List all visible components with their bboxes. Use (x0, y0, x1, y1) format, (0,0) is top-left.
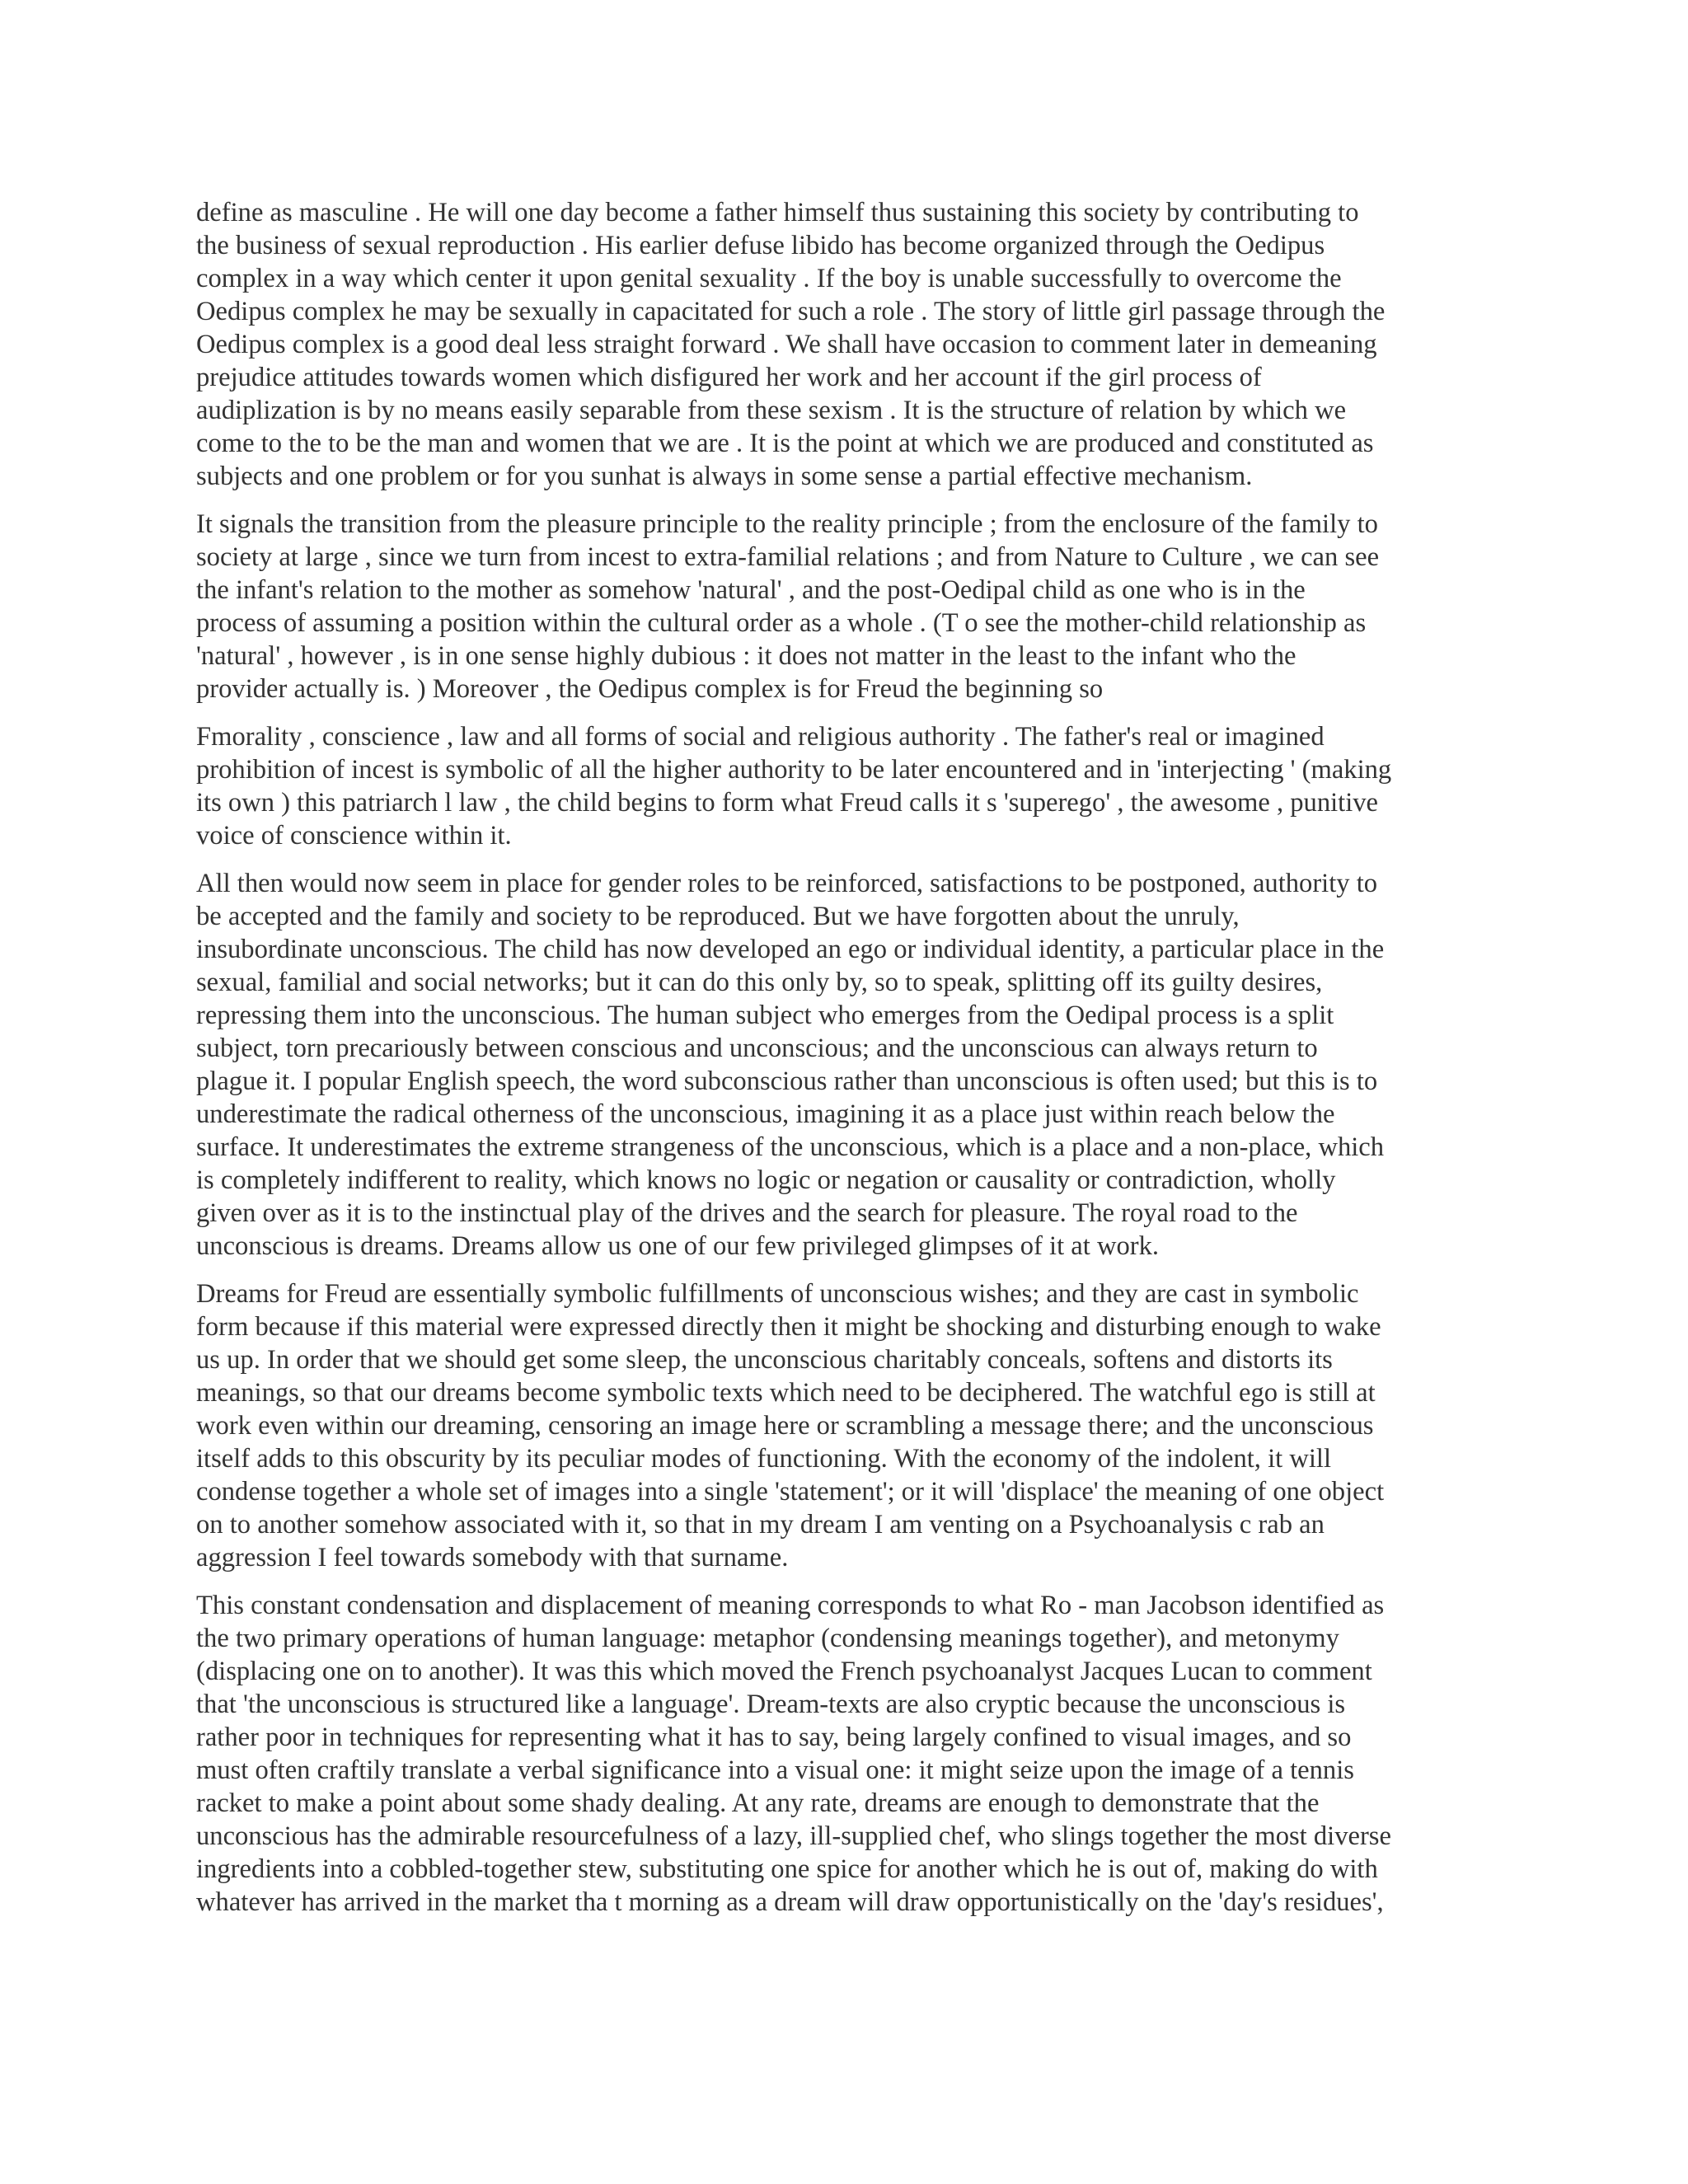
document-page (196, 196, 1492, 1933)
paragraph-2: It signals the transition from the pleasure principle to the reality principle ; from the enclosure of the family to society at large , since we turn from incest to extra-familial relations ; and from Nature to Culture , we can see the infant's relation to the mother as somehow 'natural' , and the post-Oedipal child as one who is in the process of assuming a position within the cultural order as a whole . (T o see the mother-child relationship as 'natural' , however , is in one sense highly dubious : it does not matter in the least to the infant who the provider actually is. ) Moreover , the Oedipus complex is for Freud the beginning so (196, 509, 1380, 704)
paragraph-3: Fmorality , conscience , law and all forms of social and religious authority . The father's real or imagined prohibition of incest is symbolic of all the higher authority to be later encountered and in 'interjecting ' (making its own ) this patriarch l law , the child begins to form what Freud calls it s 'superego' , the awesome , punitive voice of conscience within it. (196, 722, 1392, 851)
paragraph-1: define as masculine . He will one day become a father himself thus sustaining this society by contributing to the business of sexual reproduction . His earlier defuse libido has become organized through the Oedipus complex in a way which center it upon genital sexuality . If the boy is unable successfully to overcome the Oedipus complex he may be sexually in capacitated for such a role . The story of little girl passage through the Oedipus complex is a good deal less straight forward . We shall have occasion to comment later in demeaning prejudice attitudes towards women which disfigured her work and her account if the girl process of audiplization is by no means easily separable from these sexism . It is the structure of relation by which we come to the to be the man and women that we are . It is the point at which we are produced and constituted as subjects and one problem or for you sunhat is always in some sense a partial effective mechanism. (196, 198, 1386, 491)
paragraph-5: Dreams for Freud are essentially symbolic fulfillments of unconscious wishes; and they are cast in symbolic form because if this material were expressed directly then it might be shocking and disturbing enough to wake us up. In order that we should get some sleep, the unconscious charitably conceals, softens and distorts its meanings, so that our dreams become symbolic texts which need to be deciphered. The watchful ego is still at work even within our dreaming, censoring an image here or scrambling a message there; and the unconscious itself adds to this obscurity by its peculiar modes of functioning. With the economy of the indolent, it will condense together a whole set of images into a single 'statement'; or it will 'displace' the meaning of one object on to another somehow associated with it, so that in my dream I am venting on a Psychoanalysis c rab an aggression I feel towards somebody with that surname. (196, 1279, 1385, 1572)
paragraph-6: This constant condensation and displacement of meaning corresponds to what Ro - man Jacobson identified as the two primary operations of human language: metaphor (condensing meanings together), and metonymy (displacing one on to another). It was this which moved the French psychoanalyst Jacques Lucan to comment that 'the unconscious is structured like a language'. Dream-texts are also cryptic because the unconscious is rather poor in techniques for representing what it has to say, being largely confined to visual images, and so must often craftily translate a verbal significance into a visual one: it might seize upon the image of a tennis racket to make a point about some shady dealing. At any rate, dreams are enough to demonstrate that the unconscious has the admirable resourcefulness of a lazy, ill-supplied chef, who slings together the most diverse ingredients into a cobbled-together stew, substituting one spice for another which he is out of, making do with whatever has arrived in the market tha t morning as a dream will draw opportunistically on the 'day's residues', (196, 1591, 1391, 1917)
paragraph-4: All then would now seem in place for gender roles to be reinforced, satisfactions to be postponed, authority to be accepted and the family and society to be reproduced. But we have forgotten about the unruly, insubordinate unconscious. The child has now developed an ego or individual identity, a particular place in the sexual, familial and social networks; but it can do this only by, so to speak, splitting off its guilty desires, repressing them into the unconscious. The human subject who emerges from the Oedipal process is a split subject, torn precariously between conscious and unconscious; and the unconscious can always return to plague it. I popular English speech, the word subconscious rather than unconscious is often used; but this is to underestimate the radical otherness of the unconscious, imagining it as a place just within reach below the surface. It underestimates the extreme strangeness of the unconscious, which is a place and a non-place, which is completely indifferent to reality, which knows no logic or negation or causality or contradiction, wholly given over as it is to the instinctual play of the drives and the search for pleasure. The royal road to the unconscious is dreams. Dreams allow us one of our few privileged glimpses of it at work. (196, 869, 1385, 1261)
